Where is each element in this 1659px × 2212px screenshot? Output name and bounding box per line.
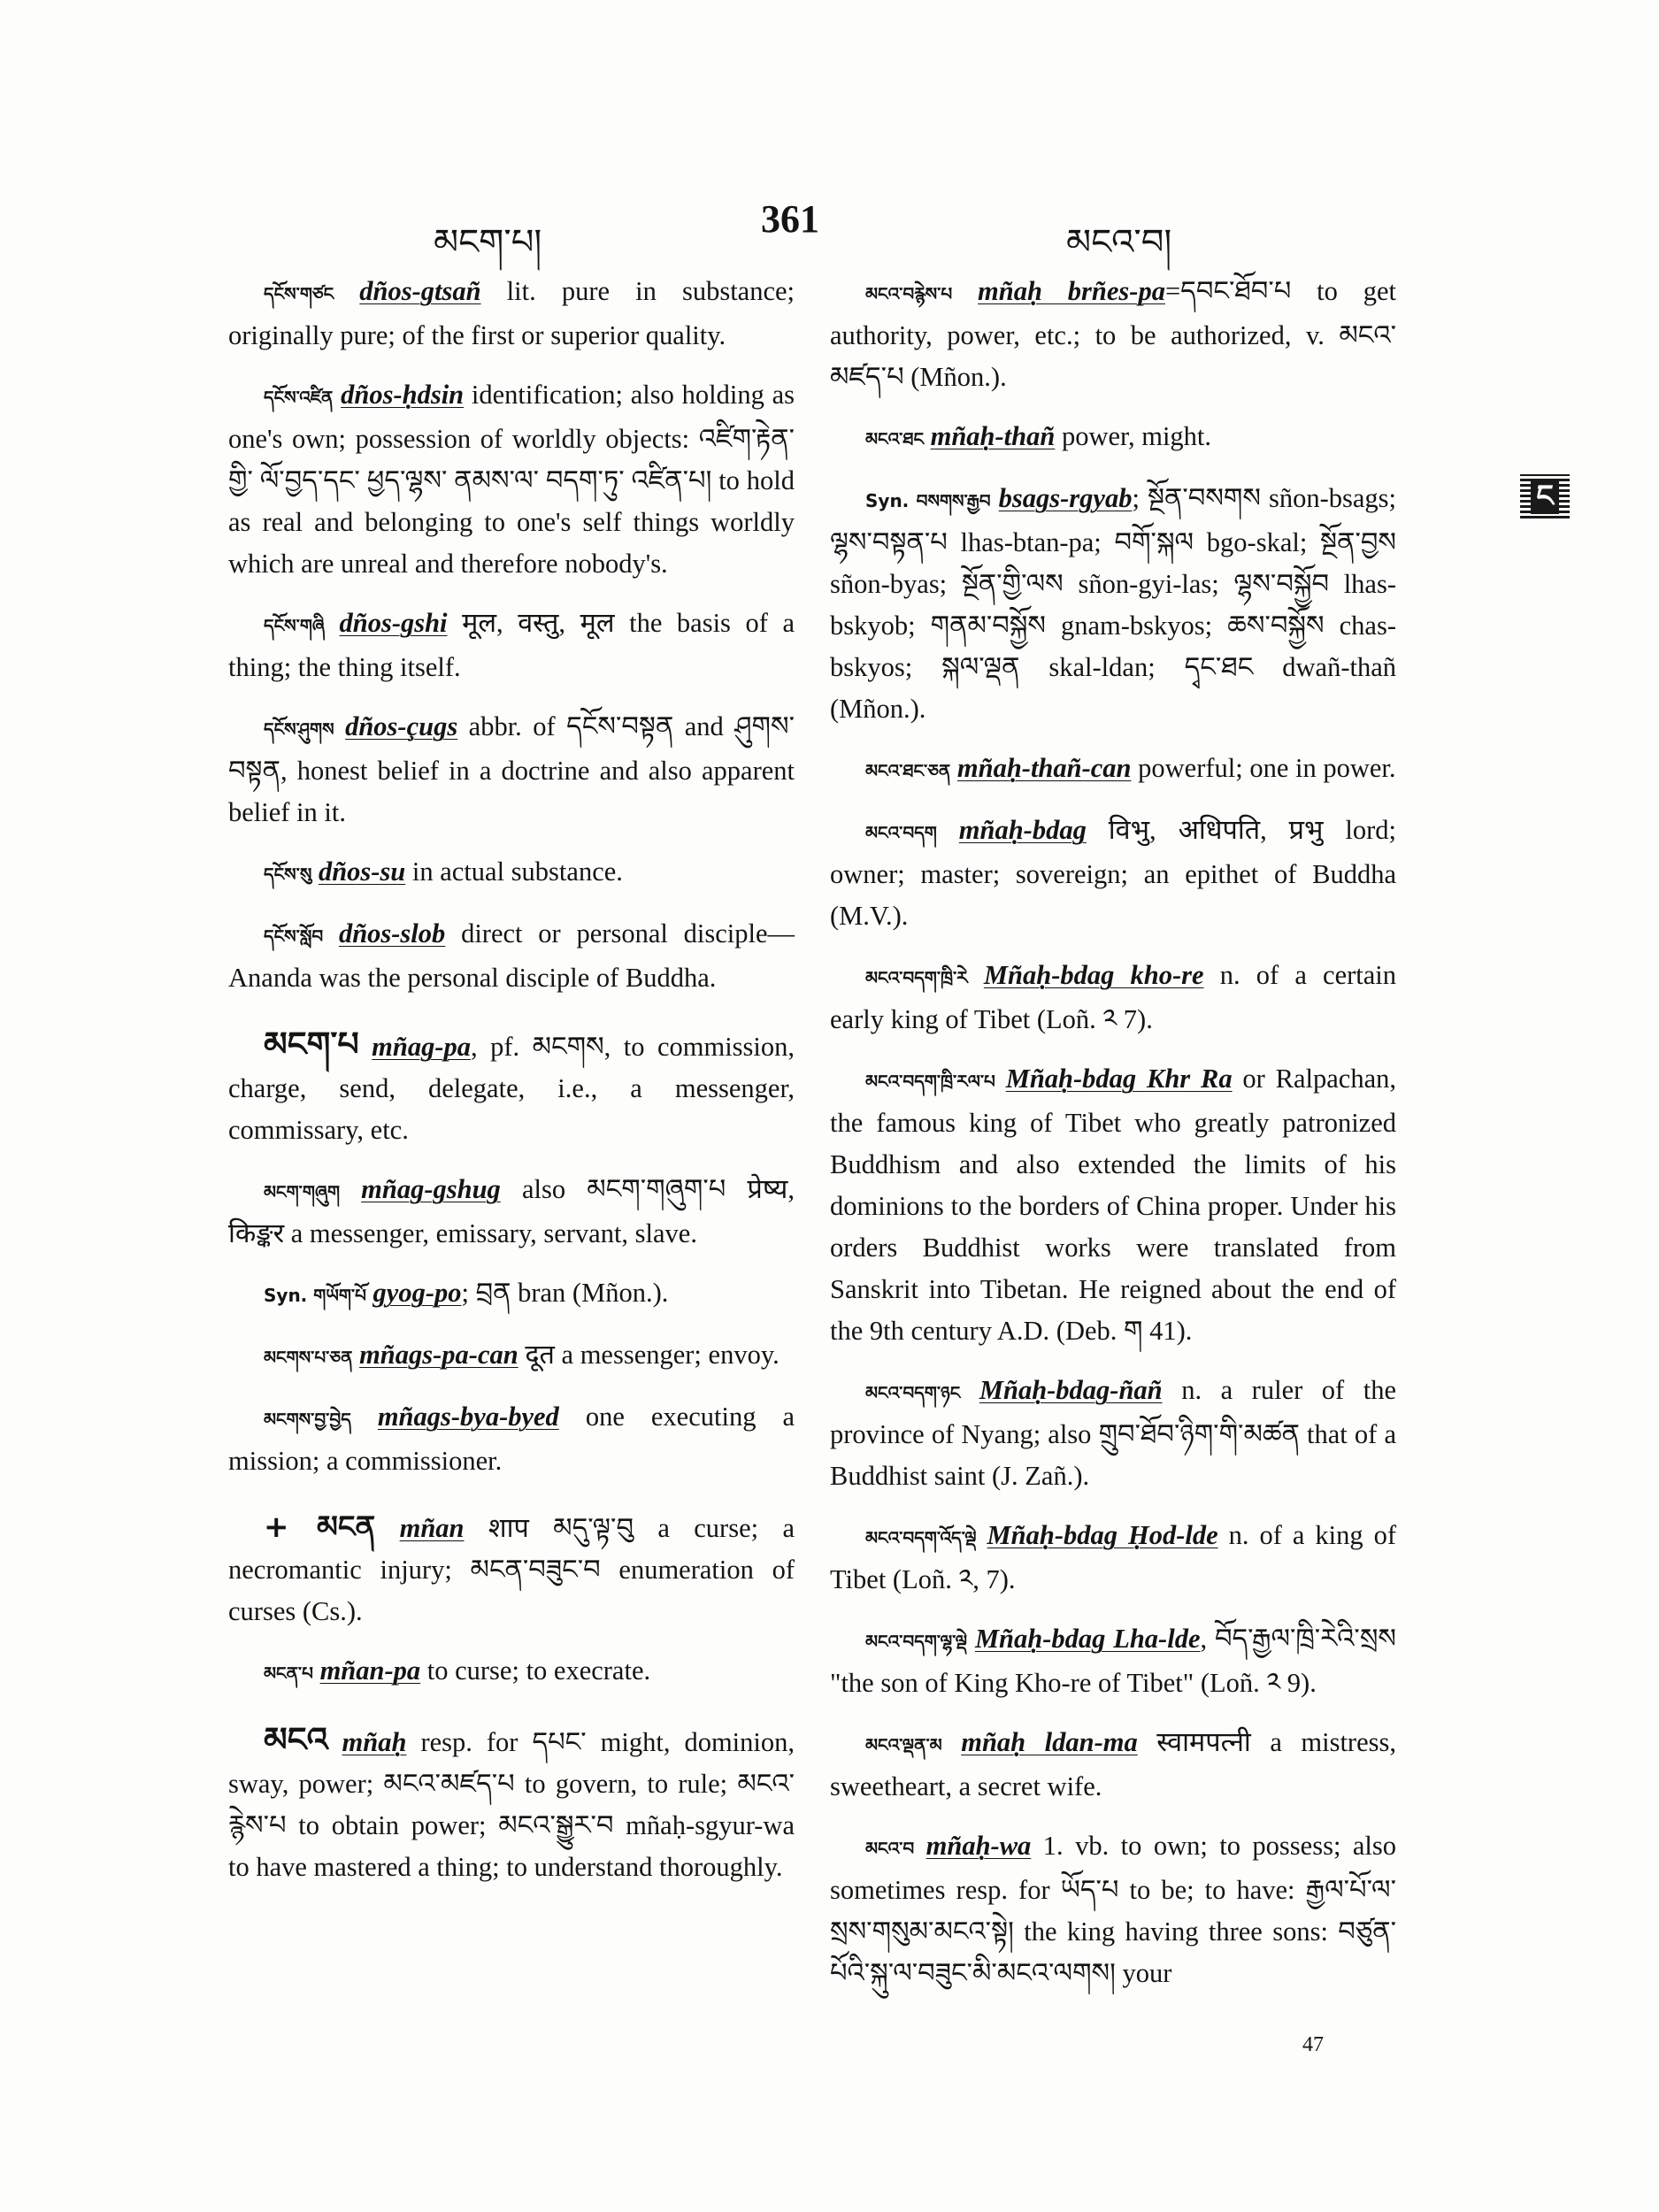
- dictionary-entry: མངའ་བདག་ལྷ་ལྡེ Mñaḥ-bdag Lha-lde, བོད་རྒྱལ་ཁྲི་རེའི་སྲས "the son of King Kho-re of Tibet" (Loñ. ༢ 9).: [830, 1624, 1396, 1698]
- right-column: [830, 271, 1396, 2012]
- dictionary-entry: དངོས་འཛིན dños-ḥdsin identification; also holding as one's own; possession of worldly objects: འཛིག་རྟེན་གྱི་ ལོ་བྱད་དང་ ཕྱད་ལྷས་ ནམས་ལ་ བདག་ཏུ་ འཛིན་པ། to hold as real and belonging to one's self things worldly which are unreal and therefore nobody's.: [228, 380, 795, 579]
- dictionary-entry: དངོས་སུ dños-su in actual substance.: [264, 856, 623, 887]
- thumb-index-tab: [1520, 474, 1570, 518]
- running-head-left: མངག་པ།: [434, 222, 542, 263]
- dictionary-entry: མངན་པ mñan-pa to curse; to execrate.: [264, 1655, 651, 1686]
- page-number: 361: [761, 197, 819, 241]
- left-column: [228, 271, 795, 1906]
- dictionary-entry: མངག་གཞུག mñag-gshug also མངག་གཞུག་པ प्रेष्य, किङ्कर a messenger, emissary, servant, slave.: [228, 1174, 795, 1248]
- dictionary-entry: མངའ་ལྡན་མ mñaḥ ldan-ma स्वामपत्नी a mistress, sweetheart, a secret wife.: [830, 1727, 1396, 1801]
- dictionary-entry: དངོས་སློབ dños-slob direct or personal disciple—Ananda was the personal disciple of Buddha.: [228, 918, 795, 993]
- dictionary-entry: མངགས་བྱ་བྱེད mñags-bya-byed one executing a mission; a commissioner.: [228, 1402, 795, 1476]
- running-head-right: མངའ་བ།: [1066, 222, 1172, 263]
- dictionary-entry: མངའ་བདག་ཉང Mñaḥ-bdag-ñañ n. a ruler of the province of Nyang; also གྲུབ་ཐོབ་ཉིག་གི་མཚན that of a Buddhist saint (J. Zañ.).: [830, 1375, 1397, 1491]
- dictionary-entry: དངོས་ཤུགས dños-çugs abbr. of དངོས་བསྟན and ཤུགས་བསྟན, honest belief in a doctrine and also apparent belief in it.: [228, 711, 795, 827]
- dictionary-entry: མངའ་བདག་འོད་ལྡེ Mñaḥ-bdag Ḥod-lde n. of a king of Tibet (Loñ. ༢, 7).: [830, 1520, 1396, 1594]
- dictionary-entry: མངའ་བདག mñaḥ-bdag विभु, अधिपति, प्रभु lord; owner; master; sovereign; an epithet of Buddha (M.V.).: [830, 815, 1396, 931]
- dictionary-headword-entry: མངག་པ mñag-pa, pf. མངགས, to commission, charge, send, delegate, i.e., a messenger, commissary, etc.: [228, 1025, 795, 1145]
- dictionary-headword-entry: + མངན mñan शाप མདུ་ལྟ་བུ a curse; a necromantic injury; མངན་བཟུང་བ enumeration of curses (Cs.).: [228, 1509, 795, 1626]
- dictionary-entry: མངའ་ཐང་ཅན mñaḥ-thañ-can powerful; one in power.: [865, 753, 1396, 783]
- synonym-line: Syn. བསགས་རྒྱབ bsags-rgyab; སྔོན་བསགས sñon-bsags; ལྷས་བསྟན་པ lhas-btan-pa; བགོ་སྐལ bgo-skal; སྔོན་བྱས sñon-byas; སྔོན་གྱི་ལས sñon-gyi-las; ལྷས་བསྐྱོབ lhas-bskyob; གནམ་བསྐྱོས gnam-bskyos; ཆས་བསྐྱོས chas-bskyos; སྐལ་ལྡན skal-ldan; དྭང་ཐང dwañ-thañ (Mñon.).: [830, 483, 1397, 724]
- dictionary-entry: མངའ་ཐང mñaḥ-thañ power, might.: [865, 421, 1212, 451]
- dictionary-entry: མངའ་བདག་ཁྲི་རེ Mñaḥ-bdag kho-re n. of a certain early king of Tibet (Loñ. ༢ 7).: [830, 960, 1397, 1034]
- dictionary-entry: མངགས་པ་ཅན mñags-pa-can दूत a messenger; envoy.: [264, 1340, 780, 1370]
- dictionary-entry: མངའ་བརྙེས་པ mñaḥ brñes-pa=དབང་ཐོབ་པ to get authority, power, etc.; to be authorized, v. མངའ་མཛད་པ (Mñon.).: [830, 276, 1396, 392]
- dictionary-entry: མངའ་བདག་ཁྲི་རལ་པ Mñaḥ-bdag Khr Ra or Ralpachan, the famous king of Tibet who greatly patronized Buddhism and also extended the limits of his dominions to the borders of China proper. Under his orders Buddhist works were translated from Sanskrit into Tibetan. He reigned about the end of the 9th century A.D. (Deb. ག 41).: [830, 1064, 1396, 1346]
- dictionary-entry: མངའ་བ mñaḥ-wa 1. vb. to own; to possess; also sometimes resp. for ཡོད་པ to be; to have: རྒྱལ་པོ་ལ་སྲས་གསུམ་མངའ་སྟེ། the king having three sons: བཙུན་པོའི་སྐུ་ལ་བཟུང་མི་མངའ་ལགས། your: [830, 1831, 1396, 1988]
- thumb-index-letter: ང: [1531, 479, 1559, 514]
- dictionary-entry: དངོས་གཞི dños-gshi मूल, वस्तु, मूल the basis of a thing; the thing itself.: [228, 608, 795, 682]
- signature-mark: 47: [1302, 2033, 1324, 2056]
- dictionary-entry: དངོས་གཙང dños-gtsañ lit. pure in substance; originally pure; of the first or superior quality.: [228, 276, 795, 350]
- synonym-line: Syn. གཡོག་པོ gyog-po; བྲན bran (Mñon.).: [264, 1278, 669, 1308]
- dictionary-headword-entry: མངའ mñaḥ resp. for དཔང་ might, dominion, sway, power; མངའ་མཛད་པ to govern, to rule; མངའ་རྙེས་པ to obtain power; མངའ་སྒྱུར་བ mñaḥ-sgyur-wa to have mastered a thing; to understand thoroughly.: [228, 1720, 795, 1882]
